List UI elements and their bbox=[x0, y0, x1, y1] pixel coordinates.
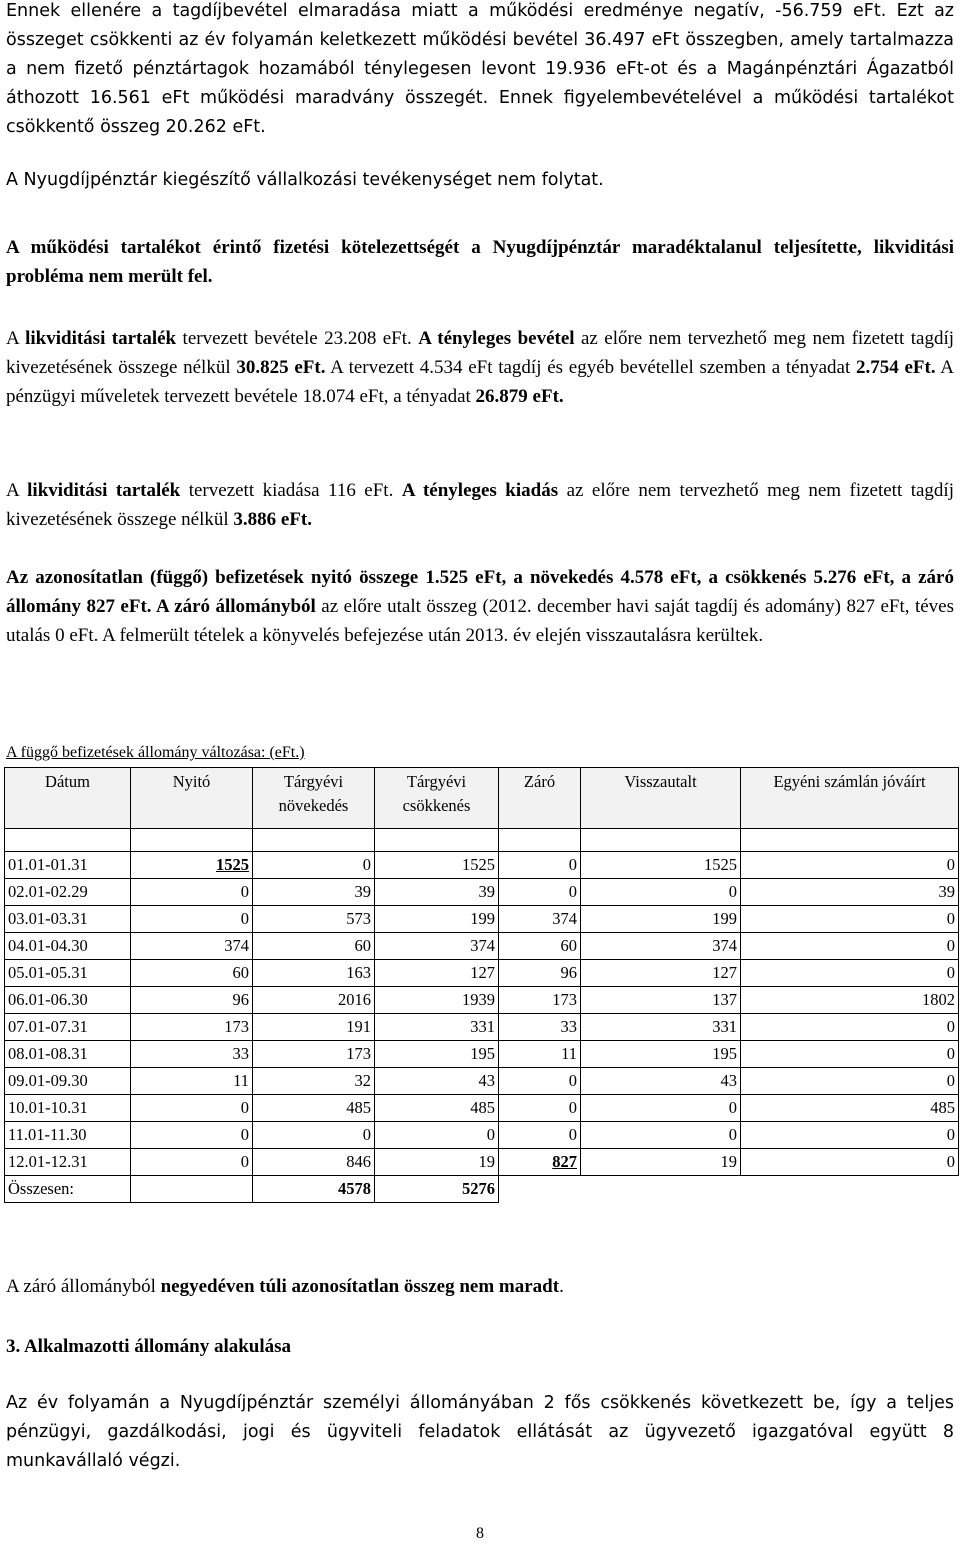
section-3-heading: 3. Alkalmazotti állomány alakulása bbox=[6, 1336, 292, 1357]
table-cell-date: 07.01-07.31 bbox=[5, 1014, 131, 1041]
table-cell-date: 03.01-03.31 bbox=[5, 906, 131, 933]
table-row bbox=[5, 1095, 959, 1122]
table-cell-value: 137 bbox=[581, 987, 741, 1014]
table-cell-value: 0 bbox=[741, 852, 959, 879]
table-cell-value: 33 bbox=[131, 1041, 253, 1068]
table-row bbox=[5, 1041, 959, 1068]
table-row bbox=[5, 1149, 959, 1176]
table-cell-value: 0 bbox=[253, 1122, 375, 1149]
table-cell-value: 11 bbox=[499, 1041, 581, 1068]
table-cell-value: 827 bbox=[499, 1149, 581, 1176]
table-cell-value: 0 bbox=[741, 1122, 959, 1149]
table-cell-value: 0 bbox=[741, 1041, 959, 1068]
paragraph-no-business-activity: A Nyugdíjpénztár kiegészítő vállalkozási tevékenységet nem folytat. bbox=[6, 170, 604, 190]
header-closing: Záró bbox=[499, 768, 581, 829]
table-cell-value: 173 bbox=[253, 1041, 375, 1068]
table-cell-date: 02.01-02.29 bbox=[5, 879, 131, 906]
header-decrease: Tárgyévi csökkenés bbox=[375, 768, 499, 829]
table-cell-value: 43 bbox=[375, 1068, 499, 1095]
header-credited: Egyéni számlán jóváírt bbox=[741, 768, 959, 829]
pending-payments-table bbox=[4, 767, 959, 1203]
table-cell-value: 485 bbox=[741, 1095, 959, 1122]
table-cell-value: 0 bbox=[741, 960, 959, 987]
table-cell-value: 0 bbox=[499, 1122, 581, 1149]
table-cell-value: 195 bbox=[375, 1041, 499, 1068]
paragraph-liquidity-ok: A működési tartalékot érintő fizetési kötelezettségét a Nyugdíjpénztár maradéktalanul teljesítette, likviditási probléma nem merült fel. bbox=[6, 237, 954, 287]
table-cell-value: 0 bbox=[253, 852, 375, 879]
table-cell-value: 1939 bbox=[375, 987, 499, 1014]
table-cell-value: 374 bbox=[131, 933, 253, 960]
table-header-row bbox=[5, 768, 959, 829]
header-refunded: Visszautalt bbox=[581, 768, 741, 829]
table-cell-value: 60 bbox=[253, 933, 375, 960]
table-cell-value: 39 bbox=[741, 879, 959, 906]
table-cell-value: 191 bbox=[253, 1014, 375, 1041]
table-cell-value: 846 bbox=[253, 1149, 375, 1176]
table-cell-value: 485 bbox=[375, 1095, 499, 1122]
table-row bbox=[5, 879, 959, 906]
table-caption: A függő befizetések állomány változása: (eFt.) bbox=[6, 744, 305, 761]
table-cell-date: 09.01-09.30 bbox=[5, 1068, 131, 1095]
table-cell-value: 1525 bbox=[375, 852, 499, 879]
table-cell-value: 11 bbox=[131, 1068, 253, 1095]
table-cell-value: 199 bbox=[581, 906, 741, 933]
table-cell-value: 43 bbox=[581, 1068, 741, 1095]
table-cell-value: 1525 bbox=[131, 852, 253, 879]
table-row bbox=[5, 1068, 959, 1095]
table-cell-value: 1802 bbox=[741, 987, 959, 1014]
table-row bbox=[5, 987, 959, 1014]
table-cell-date: 01.01-01.31 bbox=[5, 852, 131, 879]
table-cell-value: 96 bbox=[131, 987, 253, 1014]
table-cell-value: 331 bbox=[581, 1014, 741, 1041]
table-cell-value: 0 bbox=[581, 1095, 741, 1122]
table-cell-value: 0 bbox=[131, 1149, 253, 1176]
paragraph-no-old-pending: A záró állományból negyedéven túli azonosítatlan összeg nem maradt. bbox=[6, 1276, 564, 1297]
paragraph-liquidity-reserve-expense: A likviditási tartalék tervezett kiadása 116 eFt. A tényleges kiadás az előre nem tervezhető meg nem fizetett tagdíj kivezetésének összege nélkül 3.886 eFt. bbox=[6, 480, 954, 530]
total-label: Összesen: bbox=[5, 1176, 131, 1203]
table-cell-value: 19 bbox=[581, 1149, 741, 1176]
table-cell-value: 0 bbox=[131, 1095, 253, 1122]
table-cell-value: 0 bbox=[499, 1068, 581, 1095]
table-cell-value: 0 bbox=[741, 906, 959, 933]
table-cell-value: 33 bbox=[499, 1014, 581, 1041]
paragraph-operating-result: Ennek ellenére a tagdíjbevétel elmaradása miatt a működési eredménye negatív, -56.759 eFt. Ezt az összeget csökkenti az év folyamán keletkezett működési bevétel 36.497 eFt összegben, amely tartalmazza a nem fizető pénztártagok hozamából ténylegesen levont 19.936 eFt-ot és a Magánpénztári Ágazatból áthozott 16.561 eFt működési maradvány összegét. Ennek figyelembevételével a működési tartalékot csökkentő összeg 20.262 eFt. bbox=[6, 1, 954, 137]
table-cell-value: 0 bbox=[741, 1014, 959, 1041]
table-cell-value: 60 bbox=[499, 933, 581, 960]
table-cell-value: 0 bbox=[741, 1068, 959, 1095]
table-cell-date: 04.01-04.30 bbox=[5, 933, 131, 960]
paragraph-staff: Az év folyamán a Nyugdíjpénztár személyi állományában 2 fős csökkenés következett be, így a teljes pénzügyi, gazdálkodási, jogi és ügyviteli feladatok ellátását az ügyvezető igazgatóval együtt 8 munkavállaló végzi. bbox=[6, 1393, 954, 1471]
table-row bbox=[5, 1014, 959, 1041]
table-cell-value: 127 bbox=[375, 960, 499, 987]
table-cell-value: 0 bbox=[581, 879, 741, 906]
table-cell-value: 195 bbox=[581, 1041, 741, 1068]
table-cell-date: 12.01-12.31 bbox=[5, 1149, 131, 1176]
total-decrease: 5276 bbox=[375, 1176, 499, 1203]
table-cell-value: 0 bbox=[499, 1095, 581, 1122]
table-cell-value: 374 bbox=[499, 906, 581, 933]
table-cell-value: 2016 bbox=[253, 987, 375, 1014]
table-cell-value: 331 bbox=[375, 1014, 499, 1041]
paragraph-pending-payments: Az azonosítatlan (függő) befizetések nyitó összege 1.525 eFt, a növekedés 4.578 eFt, a csökkenés 5.276 eFt, a záró állomány 827 eFt. A záró állományból az előre utalt összeg (2012. december havi saját tagdíj és adomány) 827 eFt, téves utalás 0 eFt. A felmerült tételek a könyvelés befejezése után 2013. év elején visszautalásra kerültek. bbox=[6, 567, 954, 646]
table-cell-value: 173 bbox=[131, 1014, 253, 1041]
table-cell-value: 1525 bbox=[581, 852, 741, 879]
table-cell-value: 60 bbox=[131, 960, 253, 987]
header-date: Dátum bbox=[5, 768, 131, 829]
table-cell-value: 485 bbox=[253, 1095, 375, 1122]
table-cell-date: 08.01-08.31 bbox=[5, 1041, 131, 1068]
table-cell-date: 10.01-10.31 bbox=[5, 1095, 131, 1122]
table-cell-value: 0 bbox=[741, 1149, 959, 1176]
table-cell-value: 0 bbox=[375, 1122, 499, 1149]
table-cell-date: 06.01-06.30 bbox=[5, 987, 131, 1014]
table-cell-value: 0 bbox=[499, 879, 581, 906]
table-cell-value: 0 bbox=[499, 852, 581, 879]
paragraph-liquidity-reserve-income: A likviditási tartalék tervezett bevétele 23.208 eFt. A tényleges bevétel az előre nem tervezhető meg nem fizetett tagdíj kivezetésének összege nélkül 30.825 eFt. A tervezett 4.534 eFt tagdíj és egyéb bevétellel szemben a tényadat 2.754 eFt. A pénzügyi műveletek tervezett bevétele 18.074 eFt, a tényadat 26.879 eFt. bbox=[6, 328, 955, 407]
table-row bbox=[5, 933, 959, 960]
header-opening: Nyitó bbox=[131, 768, 253, 829]
table-row bbox=[5, 1122, 959, 1149]
table-cell-value: 96 bbox=[499, 960, 581, 987]
table-cell-value: 32 bbox=[253, 1068, 375, 1095]
table-cell-value: 0 bbox=[131, 1122, 253, 1149]
table-cell-value: 39 bbox=[253, 879, 375, 906]
table-cell-value: 0 bbox=[131, 906, 253, 933]
table-cell-value: 0 bbox=[581, 1122, 741, 1149]
header-increase: Tárgyévi növekedés bbox=[253, 768, 375, 829]
total-increase: 4578 bbox=[253, 1176, 375, 1203]
table-spacer-row bbox=[5, 829, 959, 852]
table-cell-value: 199 bbox=[375, 906, 499, 933]
table-row bbox=[5, 906, 959, 933]
table-row bbox=[5, 852, 959, 879]
table-row bbox=[5, 960, 959, 987]
table-cell-value: 374 bbox=[375, 933, 499, 960]
table-cell-value: 19 bbox=[375, 1149, 499, 1176]
table-cell-value: 573 bbox=[253, 906, 375, 933]
table-cell-value: 163 bbox=[253, 960, 375, 987]
page-number: 8 bbox=[476, 1525, 484, 1542]
table-cell-date: 11.01-11.30 bbox=[5, 1122, 131, 1149]
table-cell-value: 0 bbox=[741, 933, 959, 960]
table-cell-value: 173 bbox=[499, 987, 581, 1014]
table-cell-value: 39 bbox=[375, 879, 499, 906]
table-total-row bbox=[5, 1176, 959, 1203]
table-cell-value: 127 bbox=[581, 960, 741, 987]
table-cell-value: 374 bbox=[581, 933, 741, 960]
table-cell-date: 05.01-05.31 bbox=[5, 960, 131, 987]
total-opening bbox=[131, 1176, 253, 1203]
table-cell-value: 0 bbox=[131, 879, 253, 906]
